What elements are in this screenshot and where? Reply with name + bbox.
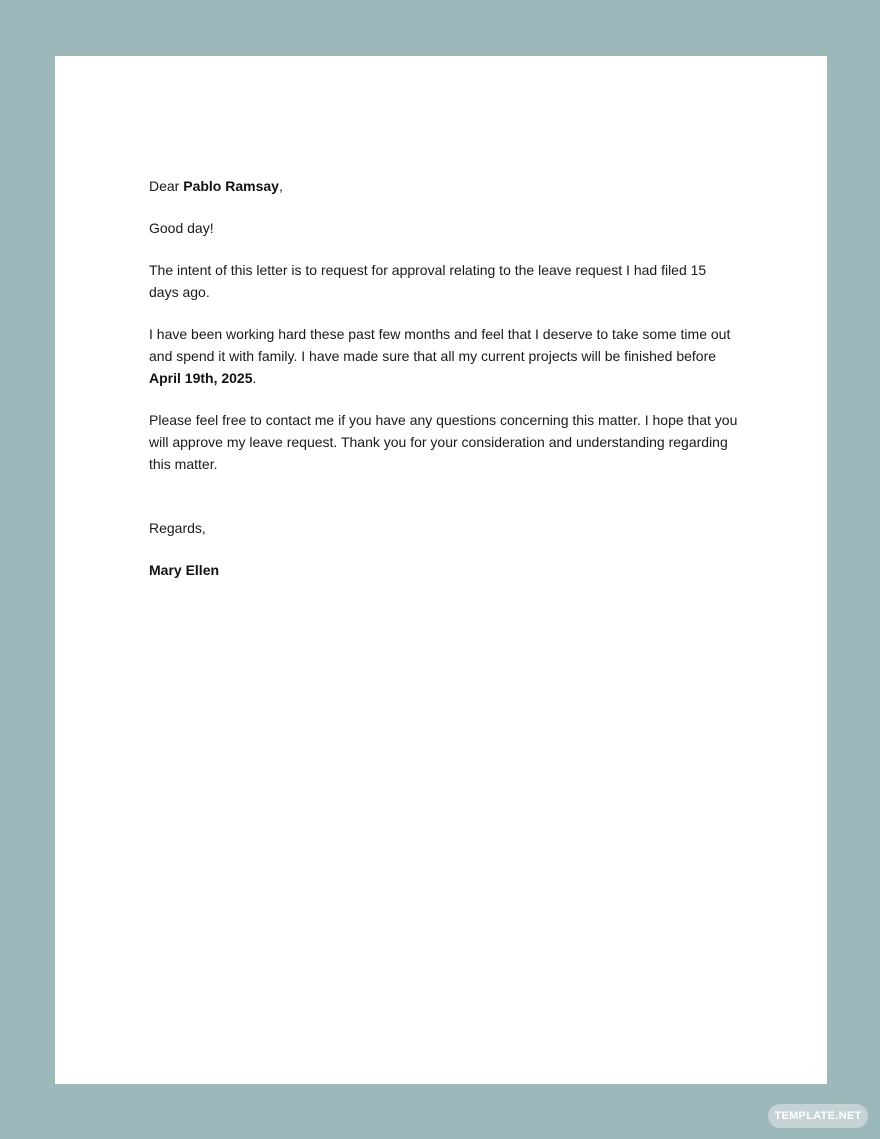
closing: Regards,	[149, 520, 206, 536]
letter-body	[149, 175, 739, 601]
salutation	[149, 175, 739, 197]
watermark-label: TEMPLATE.NET	[774, 1110, 862, 1122]
salutation-prefix: Dear	[149, 178, 184, 194]
paragraph-intent: The intent of this letter is to request for approval relating to the leave request I had filed 15 days ago.	[149, 262, 707, 300]
paragraph-reason-end: .	[252, 370, 257, 386]
salutation-suffix: ,	[278, 178, 283, 194]
paragraph-contact: Please feel free to contact me if you have any questions concerning this matter. I hope that you will approve my leave request. Thank you for your consideration and understanding regarding this matter.	[149, 412, 738, 472]
recipient-name: Pablo Ramsay	[183, 178, 279, 194]
greeting: Good day!	[149, 220, 214, 236]
paragraph-reason	[149, 323, 739, 389]
document-page	[55, 56, 827, 1084]
signature-name: Mary Ellen	[149, 562, 220, 578]
paragraph-reason-text: I have been working hard these past few months and feel that I deserve to take some time out and spend it with family. I have made sure that all my current projects will be finished before	[149, 326, 731, 364]
watermark-badge	[768, 1104, 868, 1128]
finish-date: April 19th, 2025	[149, 370, 253, 386]
